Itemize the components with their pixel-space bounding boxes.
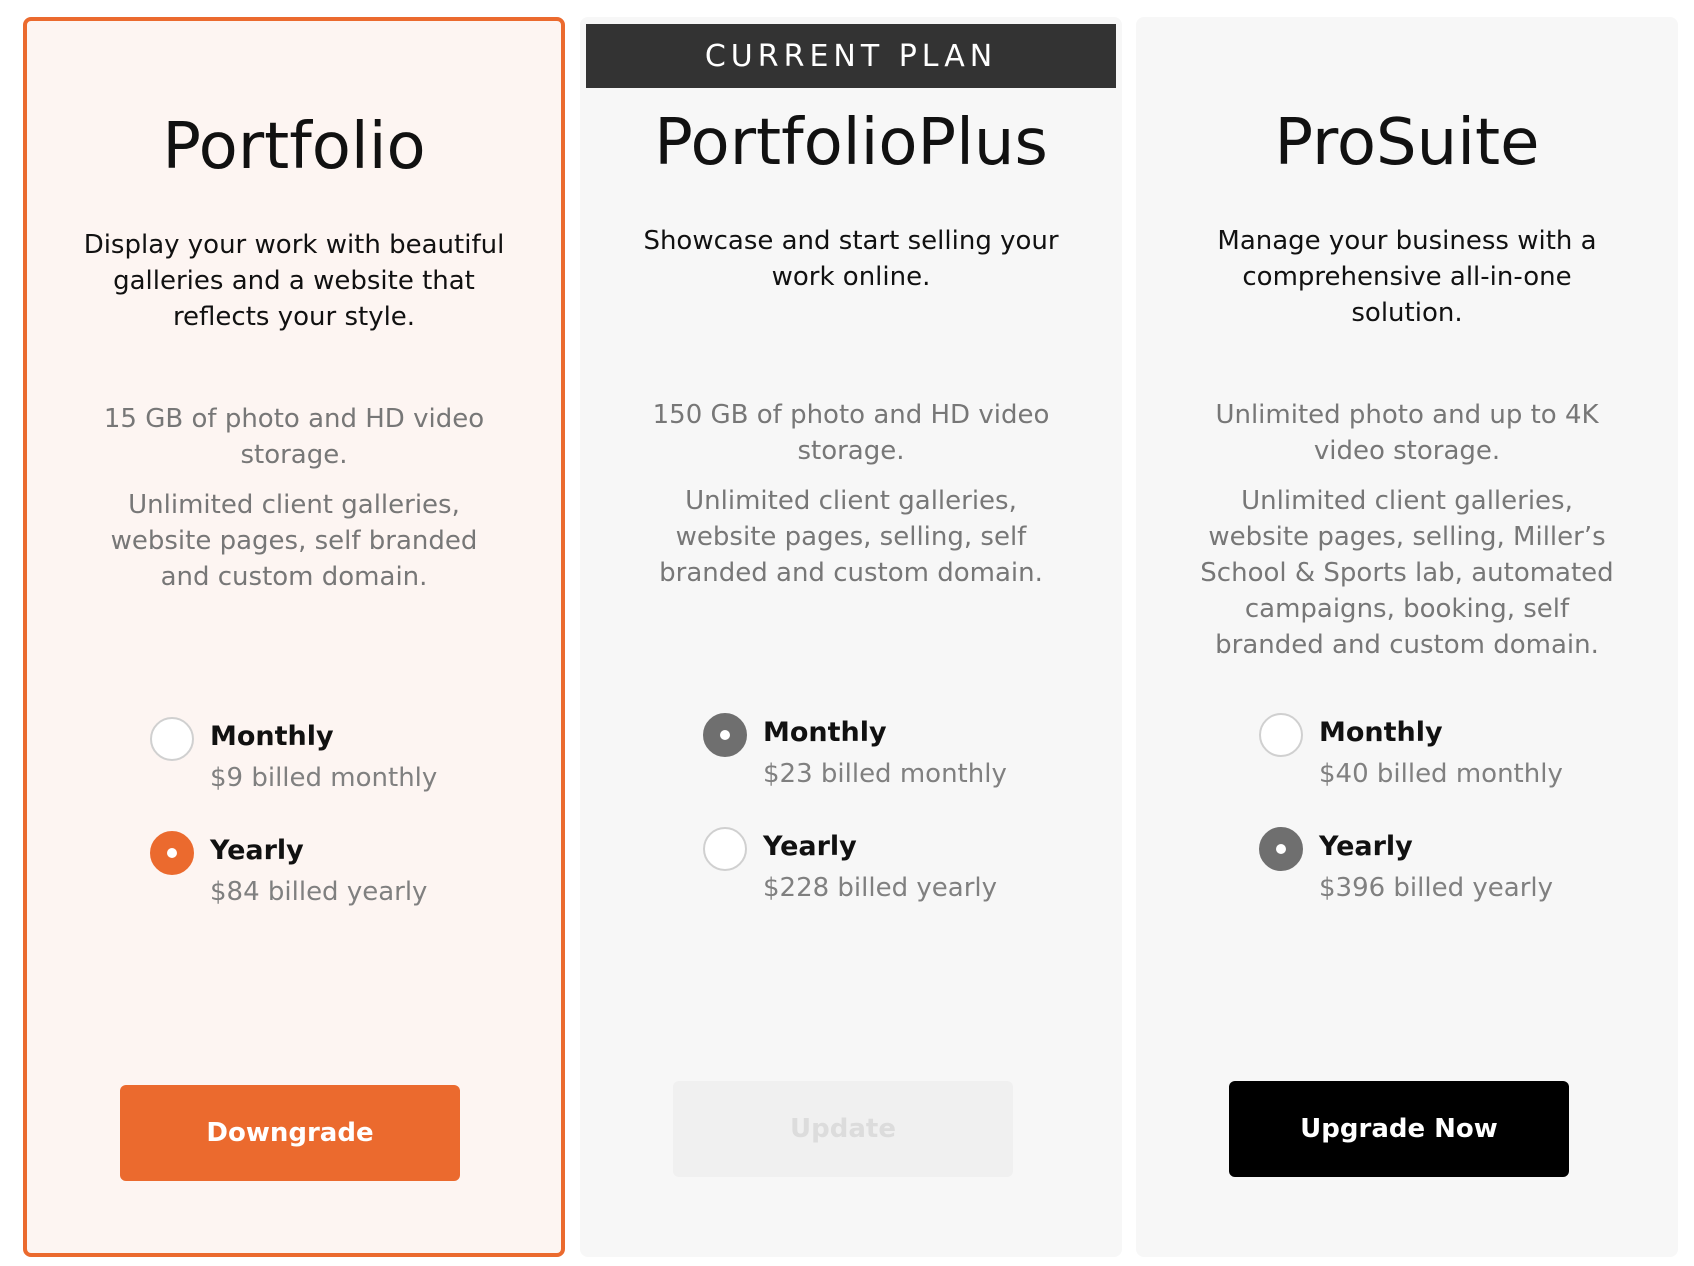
plan-features: Unlimited client galleries, website pages, selling, self branded and custom domain.	[659, 486, 1043, 588]
billing-option-monthly[interactable]	[150, 717, 510, 807]
current-plan-banner: CURRENT PLAN	[586, 24, 1116, 88]
radio-monthly[interactable]	[150, 717, 194, 761]
radio-dot	[720, 730, 730, 740]
billing-option-yearly[interactable]	[150, 831, 510, 921]
option-label: Monthly	[1319, 717, 1443, 748]
billing-option-yearly[interactable]	[703, 827, 1063, 917]
plan-tagline: Showcase and start selling your work online.	[643, 226, 1059, 292]
plan-tagline: Display your work with beautiful galleries and a website that reflects your style.	[83, 230, 505, 332]
plan-features: Unlimited client galleries, website pages, selling, Miller’s School & Sports lab, automated campaigns, booking, self branded and custom domain.	[1200, 486, 1614, 660]
plan-card-portfolio[interactable]	[23, 17, 565, 1257]
option-price: $84 billed yearly	[210, 877, 428, 907]
radio-dot	[167, 848, 177, 858]
plan-storage: 15 GB of photo and HD video storage.	[103, 404, 485, 470]
plan-storage: Unlimited photo and up to 4K video storage.	[1215, 400, 1599, 466]
option-label: Monthly	[210, 721, 334, 752]
radio-monthly[interactable]	[1259, 713, 1303, 757]
plan-name: Portfolio	[162, 110, 426, 184]
radio-yearly[interactable]	[1259, 827, 1303, 871]
plan-tagline: Manage your business with a comprehensive all-in-one solution.	[1217, 226, 1597, 328]
option-label: Monthly	[763, 717, 887, 748]
billing-option-monthly[interactable]	[1259, 713, 1619, 803]
radio-dot	[1276, 844, 1286, 854]
option-price: $9 billed monthly	[210, 763, 438, 793]
option-price: $396 billed yearly	[1319, 873, 1553, 903]
plan-features: Unlimited client galleries, website pages, self branded and custom domain.	[110, 490, 478, 592]
radio-yearly[interactable]	[150, 831, 194, 875]
option-price: $23 billed monthly	[763, 759, 1007, 789]
radio-yearly[interactable]	[703, 827, 747, 871]
upgrade-now-button[interactable]: Upgrade Now	[1229, 1081, 1569, 1177]
radio-monthly[interactable]	[703, 713, 747, 757]
billing-option-yearly[interactable]	[1259, 827, 1619, 917]
option-price: $228 billed yearly	[763, 873, 997, 903]
option-label: Yearly	[210, 835, 304, 866]
option-price: $40 billed monthly	[1319, 759, 1563, 789]
plan-card-prosuite[interactable]	[1136, 17, 1678, 1257]
billing-option-monthly[interactable]	[703, 713, 1063, 803]
plan-name: ProSuite	[1274, 106, 1540, 180]
downgrade-button[interactable]: Downgrade	[120, 1085, 460, 1181]
plan-storage: 150 GB of photo and HD video storage.	[652, 400, 1050, 466]
update-button[interactable]: Update	[673, 1081, 1013, 1177]
plan-name: PortfolioPlus	[654, 106, 1048, 180]
option-label: Yearly	[1319, 831, 1413, 862]
option-label: Yearly	[763, 831, 857, 862]
plan-card-portfolioplus[interactable]	[580, 17, 1122, 1257]
